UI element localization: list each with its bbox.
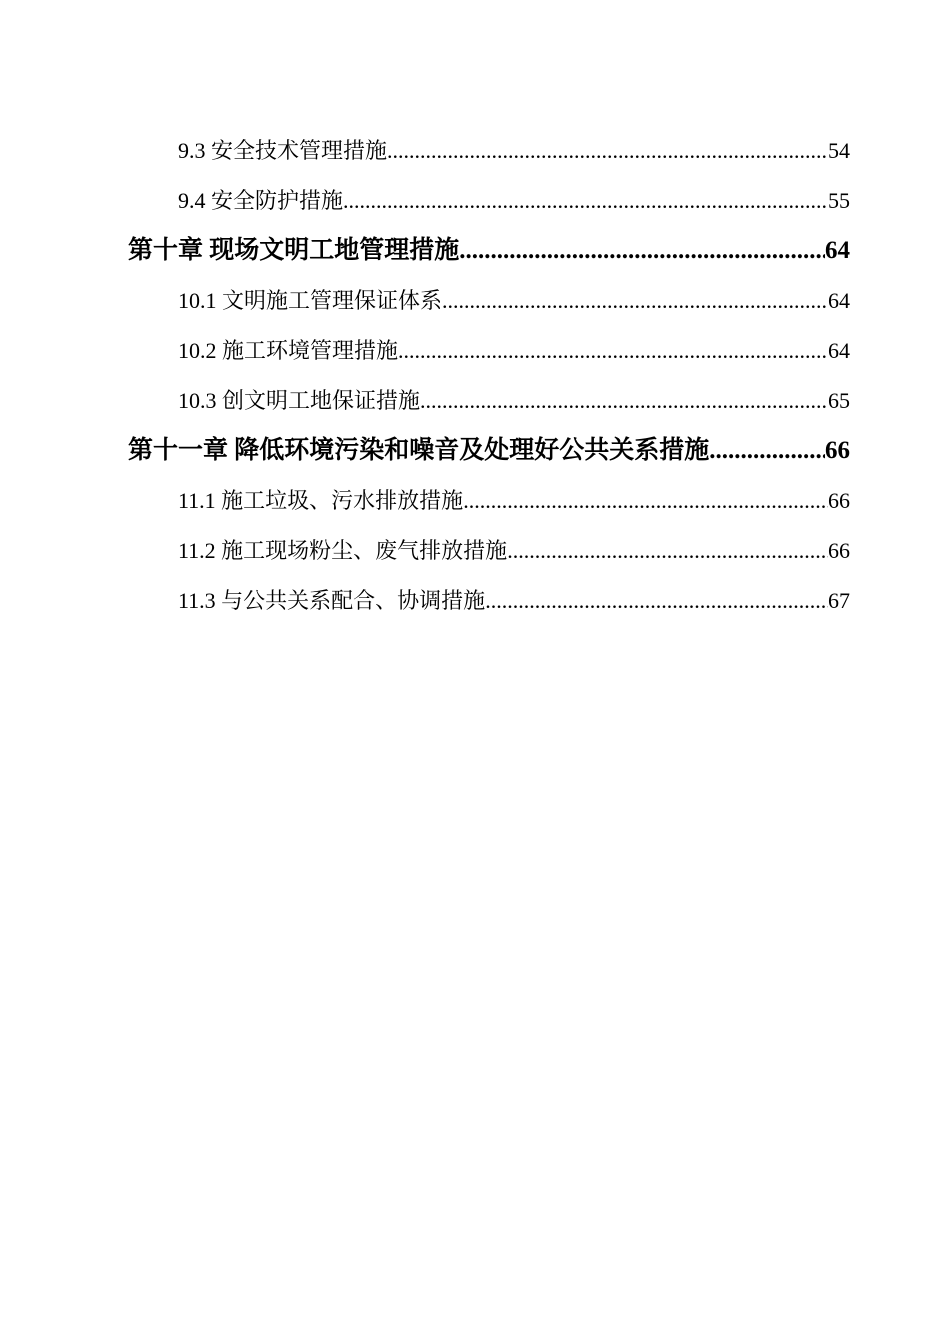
toc-entry-title: 第十章 现场文明工地管理措施	[128, 237, 460, 264]
toc-entry-title: 9.4 安全防护措施	[178, 188, 344, 213]
toc-entry-page: 66	[825, 437, 850, 464]
toc-entry-page: 66	[828, 488, 850, 513]
toc-entry-page: 67	[828, 588, 850, 613]
toc-leader-dots	[463, 476, 828, 526]
toc-entry-10-2[interactable]	[178, 326, 850, 376]
toc-leader-dots	[507, 526, 828, 576]
toc-entry-chapter-10[interactable]	[128, 226, 850, 276]
toc-leader-dots	[387, 126, 828, 176]
toc-entry-page: 54	[828, 138, 850, 163]
toc-entry-title: 11.3 与公共关系配合、协调措施	[178, 588, 486, 613]
toc-leader-dots	[420, 376, 828, 426]
toc-entry-title: 10.1 文明施工管理保证体系	[178, 288, 443, 313]
toc-entry-title: 第十一章 降低环境污染和噪音及处理好公共关系措施	[128, 437, 710, 464]
toc-entry-10-3[interactable]	[178, 376, 850, 426]
toc-leader-dots	[485, 576, 828, 626]
toc-leader-dots	[442, 276, 828, 326]
table-of-contents	[0, 126, 950, 626]
toc-entry-title: 9.3 安全技术管理措施	[178, 138, 388, 163]
toc-entry-title: 11.1 施工垃圾、污水排放措施	[178, 488, 464, 513]
toc-entry-11-3[interactable]	[178, 576, 850, 626]
toc-entry-9-4[interactable]	[178, 176, 850, 226]
toc-entry-title: 10.3 创文明工地保证措施	[178, 388, 421, 413]
toc-entry-title: 11.2 施工现场粉尘、废气排放措施	[178, 538, 508, 563]
toc-leader-dots	[459, 226, 825, 276]
toc-entry-11-1[interactable]	[178, 476, 850, 526]
toc-leader-dots	[709, 426, 825, 476]
toc-leader-dots	[398, 326, 828, 376]
toc-entry-chapter-11[interactable]	[128, 426, 850, 476]
toc-entry-page: 64	[825, 237, 850, 264]
toc-entry-title: 10.2 施工环境管理措施	[178, 338, 399, 363]
toc-entry-11-2[interactable]	[178, 526, 850, 576]
toc-entry-page: 64	[828, 338, 850, 363]
toc-leader-dots	[343, 176, 828, 226]
toc-entry-page: 65	[828, 388, 850, 413]
toc-entry-page: 66	[828, 538, 850, 563]
toc-entry-page: 64	[828, 288, 850, 313]
toc-entry-10-1[interactable]	[178, 276, 850, 326]
toc-entry-9-3[interactable]	[178, 126, 850, 176]
toc-entry-page: 55	[828, 188, 850, 213]
